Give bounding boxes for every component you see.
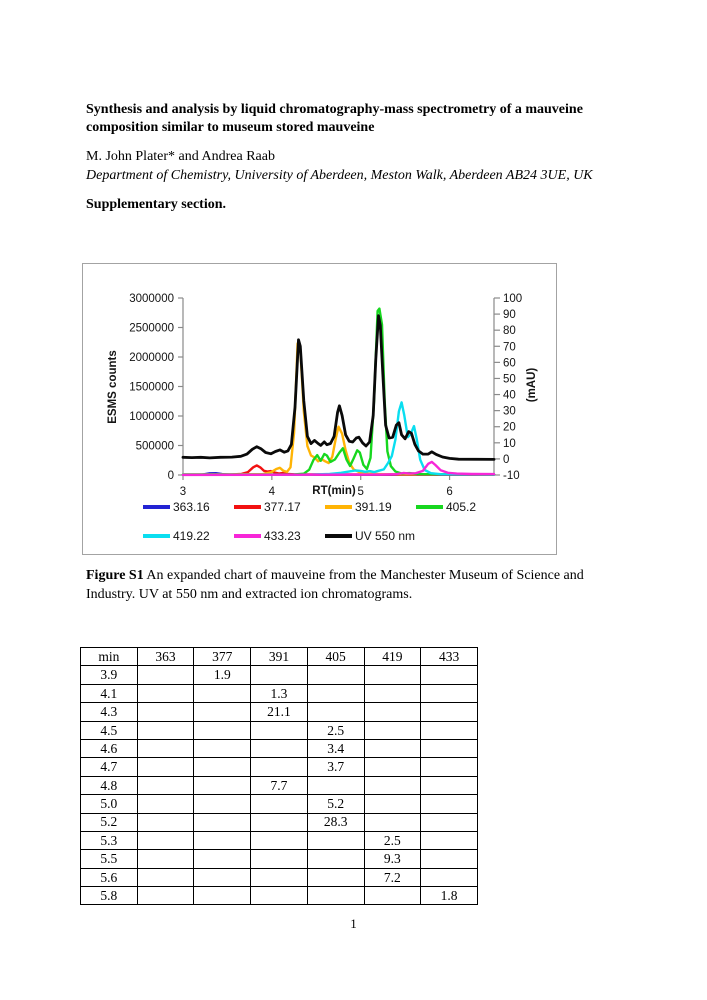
- table-cell: [421, 721, 478, 739]
- table-cell: 1.9: [194, 666, 251, 684]
- table-cell: [364, 684, 421, 702]
- table-cell: [421, 813, 478, 831]
- table-cell: [251, 795, 308, 813]
- table-cell: [194, 758, 251, 776]
- table-cell: 7.7: [251, 776, 308, 794]
- table-cell: [137, 739, 194, 757]
- table-cell: [364, 666, 421, 684]
- figure-caption: [86, 566, 612, 604]
- table-header-cell: 405: [307, 648, 364, 666]
- table-cell: [421, 739, 478, 757]
- legend-label: 363.16: [173, 500, 210, 514]
- table-row: [81, 666, 478, 684]
- table-header-cell: 363: [137, 648, 194, 666]
- table-cell: [421, 776, 478, 794]
- right-axis-tick-label: 100: [503, 293, 523, 305]
- table-header-cell: 419: [364, 648, 421, 666]
- legend-label: 419.22: [173, 529, 210, 543]
- table-cell: [251, 666, 308, 684]
- table-row: [81, 739, 478, 757]
- table-row: [81, 703, 478, 721]
- table-cell: [307, 684, 364, 702]
- right-axis-title: (mAU): [526, 367, 538, 403]
- legend-label: UV 550 nm: [355, 529, 416, 543]
- table-cell: [194, 776, 251, 794]
- table-cell: [364, 721, 421, 739]
- right-axis-tick-label: 30: [503, 405, 516, 418]
- table-row: [81, 776, 478, 794]
- table-cell: [307, 868, 364, 886]
- right-axis-tick-label: 40: [503, 389, 516, 402]
- figure-caption-text: An expanded chart of mauveine from the Manchester Museum of Science and Industry. UV at 550 nm and extracted ion chromatograms.: [86, 568, 584, 602]
- table-cell: 3.4: [307, 739, 364, 757]
- table-header-cell: min: [81, 648, 138, 666]
- table-cell: [194, 721, 251, 739]
- table-row: [81, 684, 478, 702]
- table-cell: [364, 776, 421, 794]
- table-header-cell: 433: [421, 648, 478, 666]
- table-cell: [194, 739, 251, 757]
- right-axis-tick-label: 10: [503, 437, 516, 450]
- table-cell: [364, 795, 421, 813]
- table-cell: 4.3: [81, 703, 138, 721]
- table-cell: [194, 887, 251, 905]
- table-cell: [307, 666, 364, 684]
- table-cell: 7.2: [364, 868, 421, 886]
- left-axis-tick-label: 0: [167, 470, 174, 482]
- table-cell: 28.3: [307, 813, 364, 831]
- table-cell: 1.3: [251, 684, 308, 702]
- legend-label: 391.19: [355, 500, 392, 514]
- legend-label: 405.2: [446, 500, 477, 514]
- table-cell: [364, 703, 421, 721]
- results-table-body: [81, 666, 478, 905]
- table-cell: 4.7: [81, 758, 138, 776]
- table-cell: 5.2: [81, 813, 138, 831]
- table-row: [81, 831, 478, 849]
- affiliation-line: Department of Chemistry, University of Aberdeen, Meston Walk, Aberdeen AB24 3UE, UK: [86, 168, 593, 183]
- table-cell: 2.5: [364, 831, 421, 849]
- table-cell: [251, 739, 308, 757]
- table-cell: [194, 703, 251, 721]
- table-cell: 4.8: [81, 776, 138, 794]
- table-cell: 3.9: [81, 666, 138, 684]
- table-cell: 5.6: [81, 868, 138, 886]
- results-table-head: [81, 648, 478, 666]
- table-cell: [194, 850, 251, 868]
- table-cell: 9.3: [364, 850, 421, 868]
- table-cell: [251, 850, 308, 868]
- table-cell: 5.5: [81, 850, 138, 868]
- table-row: [81, 850, 478, 868]
- left-axis-tick-label: 1000000: [129, 411, 174, 423]
- table-cell: 5.0: [81, 795, 138, 813]
- x-axis-tick-label: 4: [268, 486, 276, 498]
- table-cell: [307, 776, 364, 794]
- table-cell: [137, 684, 194, 702]
- table-cell: [307, 887, 364, 905]
- table-cell: [137, 795, 194, 813]
- table-cell: [364, 758, 421, 776]
- table-cell: [194, 831, 251, 849]
- x-axis-tick-label: 3: [179, 486, 187, 498]
- table-cell: 21.1: [251, 703, 308, 721]
- table-cell: [421, 850, 478, 868]
- table-cell: [194, 795, 251, 813]
- table-row: [81, 721, 478, 739]
- series-UV-550-nm: [183, 316, 494, 460]
- paper-title: Synthesis and analysis by liquid chromatography-mass spectrometry of a mauveine composition similar to museum stored mauveine: [86, 102, 583, 135]
- table-cell: 1.8: [421, 887, 478, 905]
- table-cell: [364, 887, 421, 905]
- table-header-row: [81, 648, 478, 666]
- table-cell: 5.8: [81, 887, 138, 905]
- left-axis-title: ESMS counts: [107, 350, 119, 424]
- table-cell: 4.5: [81, 721, 138, 739]
- right-axis-tick-label: 20: [503, 421, 516, 434]
- table-cell: [421, 684, 478, 702]
- figure-caption-label: Figure S1: [86, 568, 144, 583]
- table-cell: [137, 776, 194, 794]
- right-axis-tick-label: 80: [503, 325, 516, 338]
- table-cell: [421, 666, 478, 684]
- section-heading: Supplementary section.: [86, 197, 226, 212]
- table-cell: 4.6: [81, 739, 138, 757]
- table-cell: 5.3: [81, 831, 138, 849]
- table-cell: [421, 795, 478, 813]
- table-row: [81, 887, 478, 905]
- table-cell: [137, 758, 194, 776]
- table-cell: [137, 813, 194, 831]
- authors-line: M. John Plater* and Andrea Raab: [86, 149, 275, 164]
- table-cell: [137, 887, 194, 905]
- table-cell: [421, 758, 478, 776]
- results-table: [80, 647, 478, 905]
- table-cell: [307, 831, 364, 849]
- legend-label: 433.23: [264, 529, 301, 543]
- left-axis-tick-label: 500000: [135, 440, 174, 453]
- chromatogram-chart: [83, 264, 556, 552]
- table-cell: [421, 831, 478, 849]
- figure-panel: [82, 263, 557, 555]
- right-axis-tick-label: -10: [503, 470, 520, 482]
- table-cell: [307, 703, 364, 721]
- table-cell: 3.7: [307, 758, 364, 776]
- left-axis-tick-label: 3000000: [129, 293, 174, 305]
- table-cell: [137, 703, 194, 721]
- table-row: [81, 868, 478, 886]
- table-cell: 5.2: [307, 795, 364, 813]
- table-cell: 4.1: [81, 684, 138, 702]
- left-axis-tick-label: 2000000: [129, 352, 174, 364]
- table-row: [81, 758, 478, 776]
- series-405.2: [183, 309, 494, 475]
- table-cell: [251, 831, 308, 849]
- right-axis-tick-label: 50: [503, 373, 516, 386]
- table-cell: [364, 813, 421, 831]
- table-cell: [251, 758, 308, 776]
- table-cell: [194, 813, 251, 831]
- table-cell: [137, 721, 194, 739]
- table-header-cell: 377: [194, 648, 251, 666]
- table-cell: [251, 887, 308, 905]
- table-cell: [364, 739, 421, 757]
- x-axis-tick-label: 5: [357, 486, 364, 498]
- table-cell: [194, 868, 251, 886]
- left-axis-tick-label: 1500000: [129, 381, 174, 394]
- table-cell: [421, 868, 478, 886]
- right-axis-tick-label: 0: [503, 453, 510, 466]
- table-cell: [137, 831, 194, 849]
- left-axis-tick-label: 2500000: [129, 322, 174, 335]
- table-cell: [137, 868, 194, 886]
- table-cell: [307, 850, 364, 868]
- right-axis-tick-label: 60: [503, 357, 516, 370]
- x-axis-tick-label: 6: [446, 486, 453, 498]
- table-header-cell: 391: [251, 648, 308, 666]
- table-row: [81, 813, 478, 831]
- legend-label: 377.17: [264, 500, 301, 514]
- table-cell: [251, 721, 308, 739]
- table-cell: [251, 813, 308, 831]
- table-cell: [137, 666, 194, 684]
- table-cell: [194, 684, 251, 702]
- table-cell: [251, 868, 308, 886]
- table-row: [81, 795, 478, 813]
- table-cell: [421, 703, 478, 721]
- page-number: 1: [350, 916, 357, 931]
- table-cell: 2.5: [307, 721, 364, 739]
- right-axis-tick-label: 90: [503, 309, 516, 322]
- right-axis-tick-label: 70: [503, 341, 516, 354]
- x-axis-title: RT(min): [312, 485, 356, 497]
- table-cell: [137, 850, 194, 868]
